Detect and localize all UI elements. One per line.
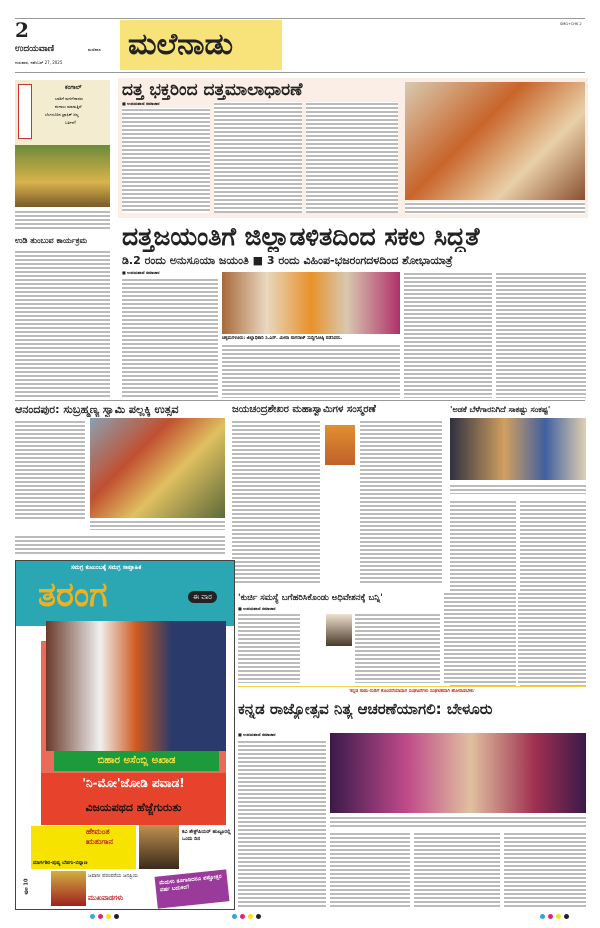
- story-arecanut-headline: 'ಅಡಕೆ ಬೆಳೆಗಾರನಿಗಿದೆ ಸಾಕಷ್ಟು ಸಂಕಷ್ಟ': [450, 405, 551, 414]
- story-anandapura-headline: ಆನಂದಪುರ: ಸುಬ್ರಹ್ಮಣ್ಯ ಸ್ವಾಮಿ ಪಲ್ಲಕ್ಕಿ ಉತ್ಸವ: [15, 403, 179, 416]
- mid-headline: 'ಕುರ್ಚಿ ಸಮಸ್ಯೆ ಬಗೆಹರಿಸಿಕೊಂಡು ಅಧಿವೇಶನಕ್ಕೆ ಬನ್ನಿ': [238, 593, 383, 603]
- story-title: ಉಡಿ ತುಂಬುವ ಕಾರ್ಯಕ್ರಮ: [15, 236, 88, 245]
- ad-photo: [46, 621, 226, 751]
- bottom-photo: [330, 733, 586, 813]
- ad-title: ತರಂಗ: [38, 575, 108, 615]
- promo-title: ಕಂಗಾಲ್: [65, 84, 82, 91]
- ad-badge: ಈ ವಾರ: [188, 591, 217, 603]
- page-number: 2: [15, 18, 29, 42]
- date: ಗುರುವಾರ, ನವೆಂಬರ್ 27, 2025: [15, 60, 63, 65]
- masthead: ಉದಯವಾಣಿ: [15, 44, 55, 54]
- swamiji-photo: [325, 425, 355, 465]
- print-marks: [540, 914, 569, 919]
- top-headline: ದತ್ತ ಭಕ್ತರಿಂದ ದತ್ತಮಾಲಾಧಾರಣೆ: [122, 80, 303, 100]
- lead-headline: ದತ್ತಜಯಂತಿಗೆ ಜಿಲ್ಲಾಡಳಿತದಿಂದ ಸಕಲ ಸಿದ್ಧತೆ: [122, 222, 480, 251]
- anandapura-photo: [90, 418, 225, 518]
- page-code: SMG+CHK 2: [560, 22, 582, 26]
- print-marks: [90, 914, 119, 919]
- quote: 'ಕನ್ನಡ ನಾಡು-ನುಡಿಗೆ ತೊಂದರೆಯಾದಾಗ ಸಂಘಟನೆಗಳು ಸಂಘಟಿತವಾಗಿ ಹೋರಾಡಬೇಕು': [348, 689, 476, 694]
- section-title: ಮಲೆನಾಡು: [120, 20, 282, 70]
- arecanut-photo: [450, 418, 586, 480]
- mid-photo: [326, 614, 352, 646]
- top-photo: [405, 82, 585, 200]
- story-jayachandrashekhara-headline: ಜಯಚಂದ್ರಶೇಖರ ಮಹಾಸ್ವಾಮಿಗಳ ಸಂಸ್ಮರಣೆ: [232, 404, 376, 415]
- print-marks: [232, 914, 261, 919]
- taranga-ad[interactable]: ಸಮಗ್ರ ಕುಟುಂಬಕ್ಕೆ ಸಮಗ್ರ ಸಾಪ್ತಾಹಿಕ ತರಂಗ ಈ ವಾರ ಬಿಹಾರ ಅಸೆಂಬ್ಲಿ ಅಖಾಡ 'ನಿ-ಮೋ'ಜೋಡಿ ಪವಾಡ! ವಿಜಯಪಥದ ಹೆಜ್ಜೆಗುರುತು ಹೇಮಂತ ಋತುಗಾನ ಮಾರ್ಗಶಿರ-ಪುಷ್ಯ ಬೆಡಗು-ಬಿನ್ನಾಣ ಕವಿ ಶೇಕ್ಸ್‌ಪಿಯರ್ ಹುಟ್ಟೂರಲ್ಲಿ ಒಂದು ದಿನ ಪುಟ 10 ಜಪಾನೀ ಪರಂಪರೆಯ ಜನಪ್ರಿಯ ಮುಖವಾಡಗಳು ಮೆದುಳು ತೂಗಾಡಿದರೂ ಪಶ್ಚೋತ್ತರ ವರ್ಷ ಬದುಕಿದ!: [15, 560, 235, 910]
- quote-band: [238, 686, 586, 687]
- bottom-headline: ಕನ್ನಡ ರಾಜ್ಯೋತ್ಸವ ನಿತ್ಯ ಆಚರಣೆಯಾಗಲಿ: ಬೇಳೂರು: [238, 700, 493, 718]
- promo-photo: [15, 145, 110, 207]
- promo-box: ಕಂಗಾಲ್ ಬಾಡಿಗೆ ಮಳಿಗೆದಾರರು ಕಂಗಾಲು ಮಾಡುತ್ತಿದೆ ಬೆಂಗಳೂರಿನ ಟ್ರಾಫಿಕ್ ಅಲ್ಲ ಬರ್ತಿದೆ!: [15, 80, 110, 145]
- lead-photo: [222, 272, 400, 334]
- edition: ಮಣಿಪಾಲ: [88, 47, 102, 52]
- lead-caption: ಚಿಕ್ಕಮಗಳೂರು: ಜಿಲ್ಲಾಧಿಕಾರಿ ಸಿ.ಎನ್. ಮೀನಾ ನಾಗರಾಜ್ ಸುದ್ದಿಗೋಷ್ಠಿ ನಡೆಸಿದರು.: [222, 336, 343, 341]
- lead-subhead: ಡಿ.2 ರಂದು ಅನುಸೂಯಾ ಜಯಂತಿ ■ 3 ರಂದು ವಿಹಿಂಪ-ಭಜರಂಗದಳದಿಂದ ಶೋಭಾಯಾತ್ರೆ: [122, 254, 453, 267]
